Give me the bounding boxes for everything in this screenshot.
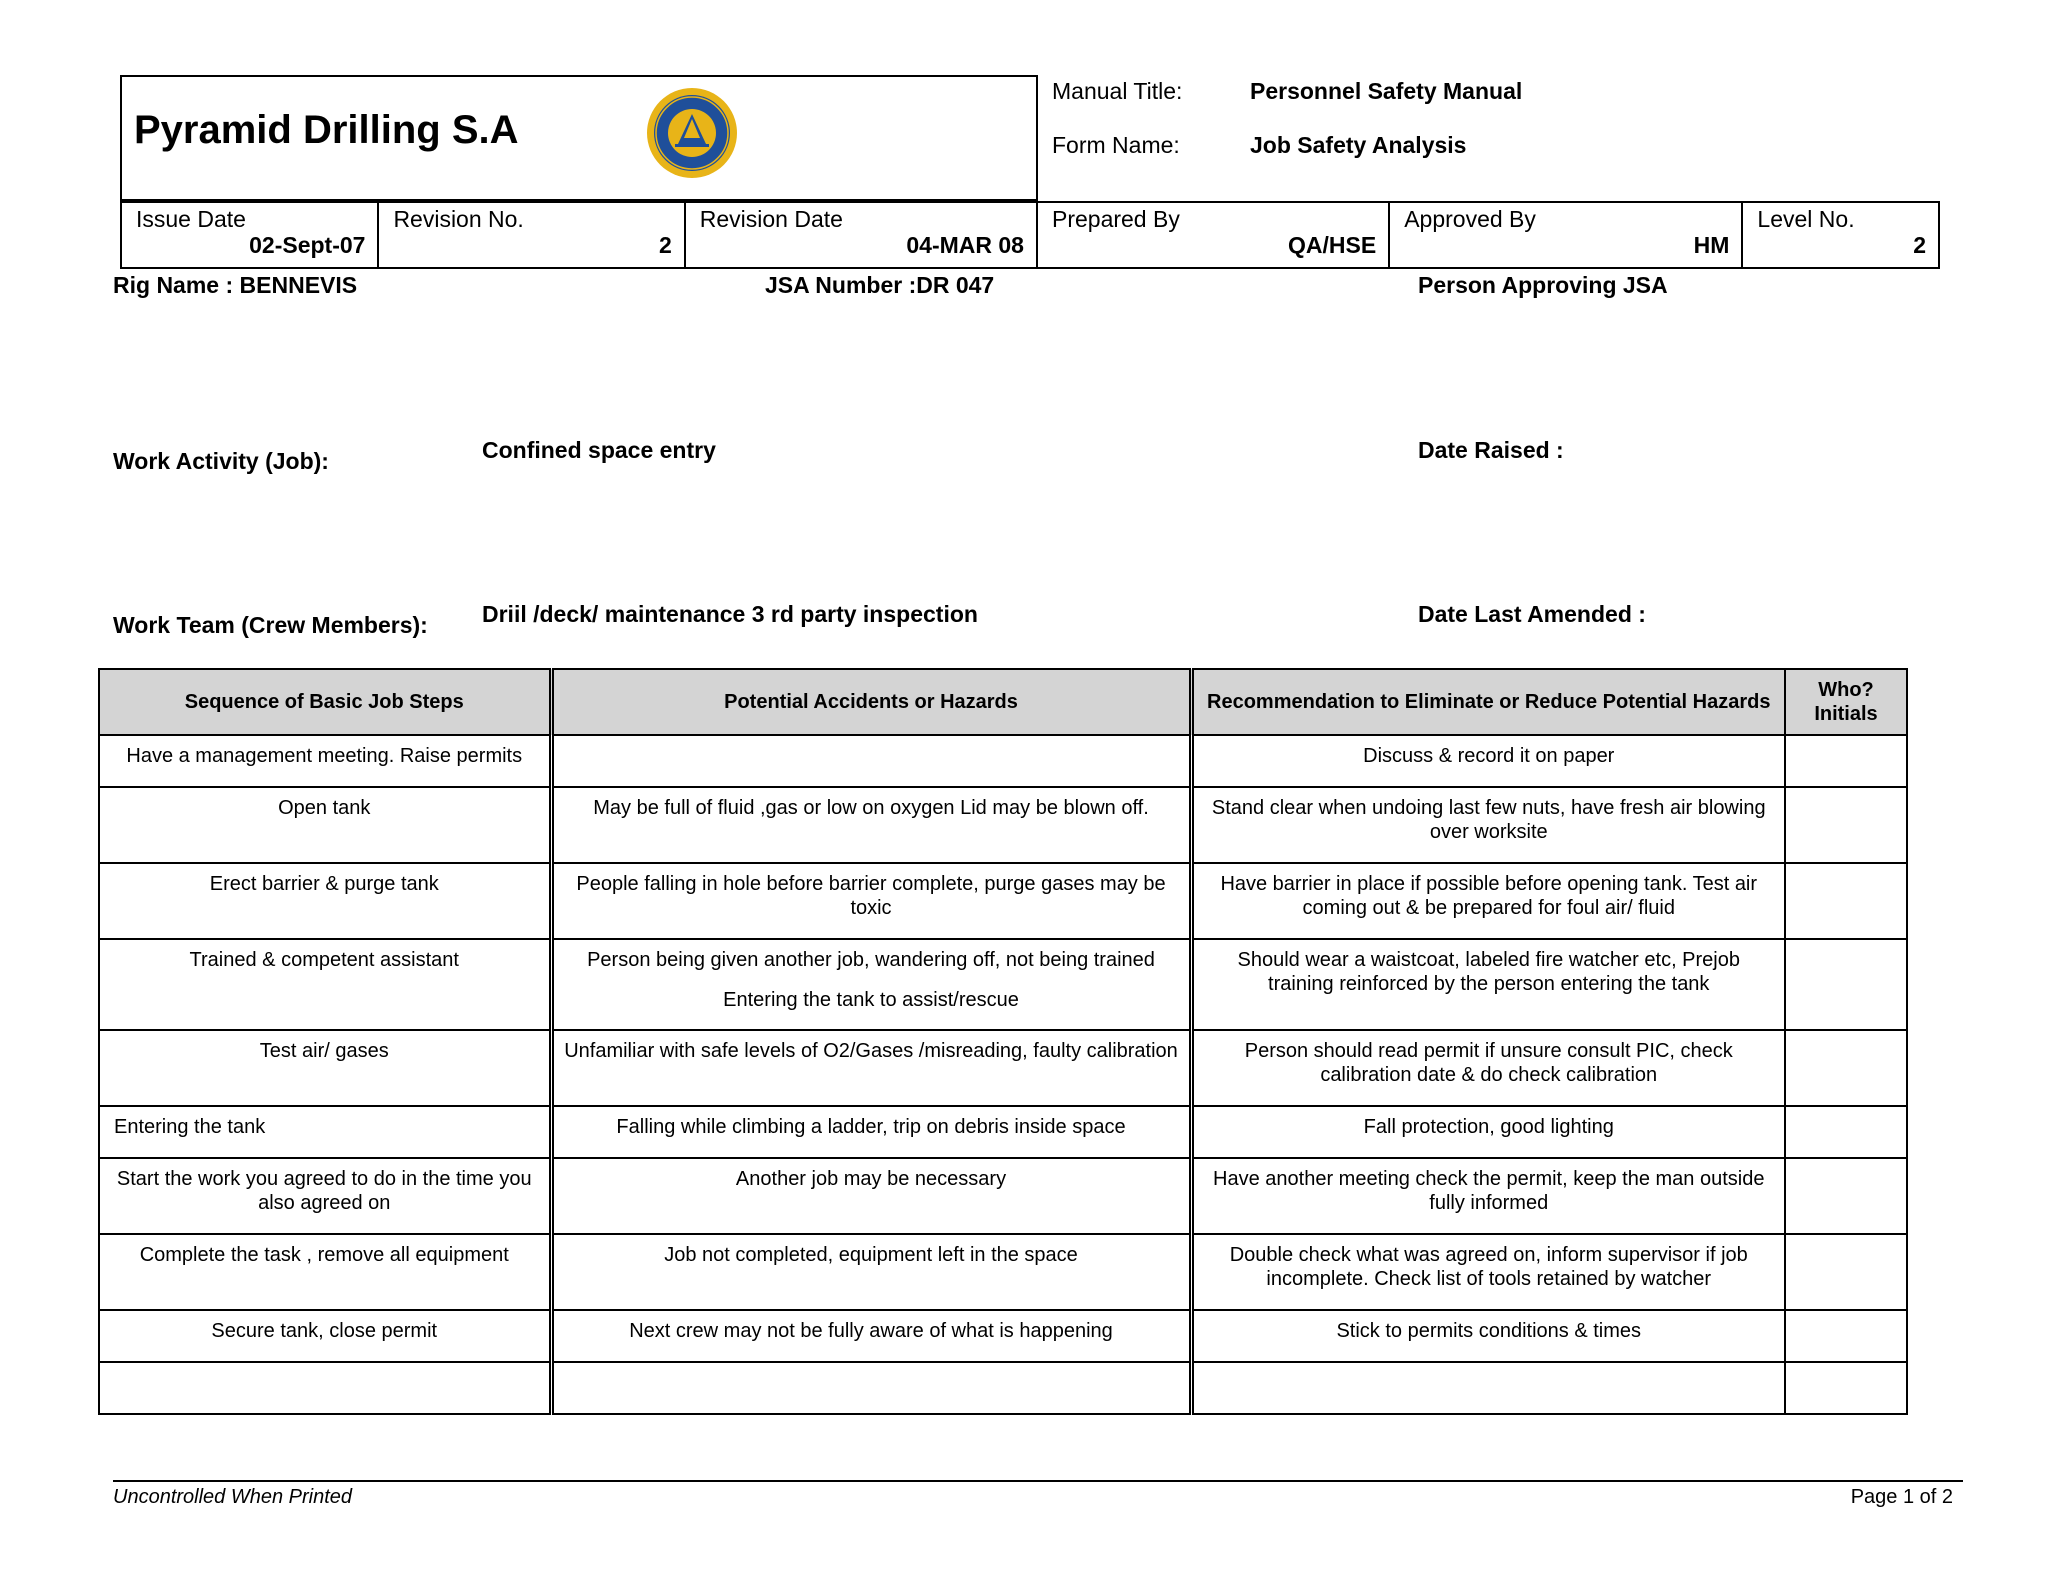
level-no-value: 2 — [1913, 232, 1926, 258]
job-step-cell: Have a management meeting. Raise permits — [99, 735, 551, 787]
table-row — [99, 1106, 1907, 1158]
job-step-cell: Entering the tank — [99, 1106, 551, 1158]
jsa-number: JSA Number :DR 047 — [765, 272, 995, 298]
revision-no-value: 2 — [658, 232, 672, 258]
revision-date-value: 04-MAR 08 — [906, 232, 1024, 258]
document-info-row — [120, 201, 1940, 269]
recommendation-cell: Have barrier in place if possible before opening tank. Test air coming out & be prepared for foul air/ fluid — [1191, 863, 1785, 939]
work-team-label: Work Team (Crew Members): — [113, 612, 428, 638]
who-initials-cell — [1785, 1362, 1907, 1414]
recommendation-cell: Have another meeting check the permit, keep the man outside fully informed — [1191, 1158, 1785, 1234]
table-row — [99, 787, 1907, 863]
recommendation-cell: Stand clear when undoing last few nuts, have fresh air blowing over worksite — [1191, 787, 1785, 863]
rig-name: Rig Name : BENNEVIS — [113, 272, 358, 298]
hazard-cell: Falling while climbing a ladder, trip on debris inside space — [551, 1106, 1191, 1158]
hazard-line-2: Entering the tank to assist/rescue — [723, 989, 1019, 1011]
who-initials-cell — [1785, 939, 1907, 1030]
who-initials-cell — [1785, 1234, 1907, 1310]
table-row — [99, 863, 1907, 939]
work-activity-value: Confined space entry — [482, 437, 716, 463]
manual-title-value: Personnel Safety Manual — [1250, 78, 1523, 104]
footer-uncontrolled-note: Uncontrolled When Printed — [113, 1486, 353, 1508]
jsa-table — [98, 668, 1908, 1415]
who-initials-cell — [1785, 787, 1907, 863]
recommendation-cell: Should wear a waistcoat, labeled fire watcher etc, Prejob training reinforced by the person entering the tank — [1191, 939, 1785, 1030]
date-last-amended: Date Last Amended : — [1418, 601, 1646, 627]
work-team-value: Driil /deck/ maintenance 3 rd party inspection — [482, 601, 978, 627]
approved-by-value: HM — [1693, 232, 1730, 258]
table-row — [99, 1362, 1907, 1414]
revision-no-cell — [379, 203, 685, 267]
who-initials-cell — [1785, 1030, 1907, 1106]
revision-date-label: Revision Date — [699, 206, 843, 232]
who-initials-cell — [1785, 1310, 1907, 1362]
level-no-label: Level No. — [1757, 206, 1855, 232]
work-activity-label: Work Activity (Job): — [113, 448, 329, 474]
recommendation-cell: Discuss & record it on paper — [1191, 735, 1785, 787]
recommendation-cell: Stick to permits conditions & times — [1191, 1310, 1785, 1362]
prepared-by-cell — [1038, 203, 1390, 267]
job-step-cell: Erect barrier & purge tank — [99, 863, 551, 939]
issue-date-label: Issue Date — [136, 206, 246, 232]
revision-no-label: Revision No. — [393, 206, 524, 232]
who-initials-cell — [1785, 863, 1907, 939]
job-step-cell: Trained & competent assistant — [99, 939, 551, 1030]
person-approving-jsa: Person Approving JSA — [1418, 272, 1668, 298]
header-who-initials: Who? Initials — [1785, 669, 1907, 735]
recommendation-cell — [1191, 1362, 1785, 1414]
level-no-cell — [1743, 203, 1938, 267]
hazard-cell — [551, 735, 1191, 787]
hazard-cell: May be full of fluid ,gas or low on oxygen Lid may be blown off. — [551, 787, 1191, 863]
table-header-row — [99, 669, 1907, 735]
recommendation-cell: Fall protection, good lighting — [1191, 1106, 1785, 1158]
job-step-cell: Start the work you agreed to do in the time you also agreed on — [99, 1158, 551, 1234]
hazard-cell: Next crew may not be fully aware of what is happening — [551, 1310, 1191, 1362]
company-logo-icon — [645, 86, 739, 180]
table-row — [99, 1158, 1907, 1234]
who-initials-cell — [1785, 735, 1907, 787]
job-step-cell — [99, 1362, 551, 1414]
job-step-cell: Open tank — [99, 787, 551, 863]
hazard-cell: Job not completed, equipment left in the space — [551, 1234, 1191, 1310]
approved-by-label: Approved By — [1404, 206, 1536, 232]
date-raised: Date Raised : — [1418, 437, 1564, 463]
hazard-cell: People falling in hole before barrier complete, purge gases may be toxic — [551, 863, 1191, 939]
issue-date-cell — [122, 203, 379, 267]
header-job-steps: Sequence of Basic Job Steps — [99, 669, 551, 735]
header-recommendation: Recommendation to Eliminate or Reduce Potential Hazards — [1191, 669, 1785, 735]
hazard-cell: Unfamiliar with safe levels of O2/Gases /misreading, faulty calibration — [551, 1030, 1191, 1106]
revision-date-cell — [686, 203, 1038, 267]
prepared-by-label: Prepared By — [1051, 206, 1180, 232]
approved-by-cell — [1390, 203, 1743, 267]
hazard-cell — [551, 1362, 1191, 1414]
who-initials-cell — [1785, 1106, 1907, 1158]
issue-date-value: 02-Sept-07 — [249, 232, 366, 258]
footer-divider — [113, 1480, 1963, 1482]
company-name: Pyramid Drilling S.A — [134, 108, 519, 152]
job-step-cell: Test air/ gases — [99, 1030, 551, 1106]
hazard-line-1: Person being given another job, wandering off, not being trained — [587, 949, 1155, 971]
table-row — [99, 1234, 1907, 1310]
recommendation-cell: Person should read permit if unsure consult PIC, check calibration date & do check calibration — [1191, 1030, 1785, 1106]
hazard-cell: Another job may be necessary — [551, 1158, 1191, 1234]
manual-title-label: Manual Title: — [1052, 78, 1183, 104]
table-row — [99, 735, 1907, 787]
header-hazards: Potential Accidents or Hazards — [551, 669, 1191, 735]
job-step-cell: Secure tank, close permit — [99, 1310, 551, 1362]
form-name-value: Job Safety Analysis — [1250, 132, 1467, 158]
who-initials-cell — [1785, 1158, 1907, 1234]
prepared-by-value: QA/HSE — [1288, 232, 1377, 258]
footer-page-number: Page 1 of 2 — [1850, 1486, 1953, 1508]
form-name-label: Form Name: — [1052, 132, 1180, 158]
table-row — [99, 1030, 1907, 1106]
job-step-cell: Complete the task , remove all equipment — [99, 1234, 551, 1310]
hazard-cell — [551, 939, 1191, 1030]
table-row — [99, 939, 1907, 1030]
recommendation-cell: Double check what was agreed on, inform supervisor if job incomplete. Check list of tools retained by watcher — [1191, 1234, 1785, 1310]
table-row — [99, 1310, 1907, 1362]
